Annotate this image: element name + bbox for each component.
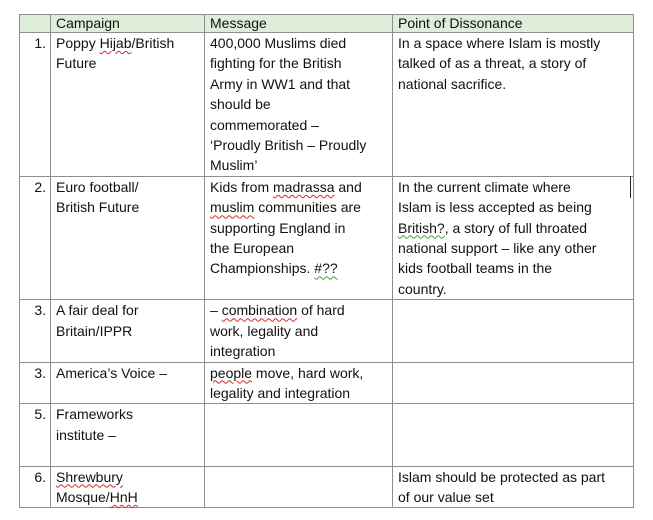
cell-text: institute – (56, 426, 116, 443)
cell-text: and (334, 178, 362, 195)
row-number: 3. (20, 362, 51, 404)
dissonance-cell (393, 300, 634, 362)
cell-text: Britain/IPPR (56, 322, 133, 339)
cell-text: Hijab (99, 35, 132, 51)
row-number: 2. (20, 176, 51, 299)
table-row (20, 466, 634, 508)
message-cell (205, 300, 393, 362)
header-number (20, 15, 51, 33)
cell-text: HnH (109, 488, 138, 505)
cell-text: Islam is less accepted as being (398, 199, 592, 216)
cell-text: integration (210, 343, 276, 360)
campaign-cell (51, 176, 205, 299)
cell-text: Islam should be protected as part (398, 468, 606, 485)
cell-text: 400,000 Muslims died (210, 35, 347, 51)
cell-text: work, legality and (210, 322, 319, 339)
header-campaign: Campaign (51, 15, 205, 33)
cell-text: country. (398, 280, 447, 297)
cell-text: ‘Proudly British – Proudly (210, 137, 367, 154)
table-row (20, 33, 634, 177)
cell-text: Kids from (210, 178, 274, 195)
campaign-cell (51, 362, 205, 404)
cell-text: , a story of full throated (444, 219, 588, 236)
header-row (20, 15, 634, 33)
cell-text: Army in WW1 and that (210, 75, 351, 92)
cell-text: British? (398, 219, 445, 236)
cell-text: #?? (314, 260, 338, 277)
header-message: Message (205, 15, 393, 33)
cell-text: talked of as a threat, a story of (398, 55, 587, 72)
table-row (20, 300, 634, 362)
cell-text: commemorated – (210, 116, 319, 133)
campaign-cell (51, 404, 205, 466)
cell-text: Mosque/ (56, 488, 110, 505)
cell-text: Frameworks (56, 406, 134, 423)
campaign-cell (51, 33, 205, 177)
cell-text: In the current climate where (398, 178, 571, 195)
message-cell (205, 176, 393, 299)
cell-text: /British (131, 35, 175, 51)
row-number: 6. (20, 466, 51, 508)
cell-text: In a space where Islam is mostly (398, 35, 601, 51)
header-point-of-dissonance: Point of Dissonance (393, 15, 634, 33)
message-cell (205, 33, 393, 177)
cell-text: should be (210, 96, 271, 113)
cell-text: Euro football/ (56, 178, 139, 195)
campaign-table (19, 14, 634, 508)
table-row (20, 176, 634, 299)
cell-text: muslim (210, 199, 255, 216)
cell-text: supporting England in (210, 219, 346, 236)
cell-text: A fair deal for (56, 302, 139, 319)
cell-text: legality and integration (210, 384, 351, 401)
cell-text: national support – like any other (398, 240, 597, 257)
cell-text: Future (56, 55, 97, 72)
dissonance-cell (393, 33, 634, 177)
dissonance-cell (393, 176, 634, 299)
cell-text: America’s Voice – (56, 364, 168, 381)
cell-text: communities are (254, 199, 361, 216)
row-number: 5. (20, 404, 51, 466)
dissonance-cell (393, 404, 634, 466)
cell-text: the European (210, 240, 295, 257)
campaign-cell (51, 466, 205, 508)
cell-text: national sacrifice. (398, 75, 507, 92)
dissonance-cell (393, 466, 634, 508)
cell-text: madrassa (273, 178, 335, 195)
cell-text: move, hard work, (252, 364, 364, 381)
cell-text: – (210, 302, 222, 319)
row-number: 3. (20, 300, 51, 362)
cell-text: Muslim’ (210, 157, 258, 174)
dissonance-cell (393, 362, 634, 404)
cell-text: fighting for the British (210, 55, 342, 72)
cell-text: British Future (56, 199, 140, 216)
cell-text: of hard (297, 302, 345, 319)
table-row (20, 404, 634, 466)
campaign-cell (51, 300, 205, 362)
cell-text: of our value set (398, 488, 494, 505)
cell-text: people (210, 364, 253, 381)
cell-text: kids football teams in the (398, 260, 553, 277)
cell-text: Championships. (210, 260, 315, 277)
message-cell (205, 362, 393, 404)
message-cell (205, 404, 393, 466)
cell-text: Shrewbury (56, 468, 123, 485)
cell-text: combination (221, 302, 298, 319)
message-cell (205, 466, 393, 508)
text-cursor (630, 176, 631, 198)
cell-text: Poppy (56, 35, 100, 51)
row-number: 1. (20, 33, 51, 177)
table-row (20, 362, 634, 404)
